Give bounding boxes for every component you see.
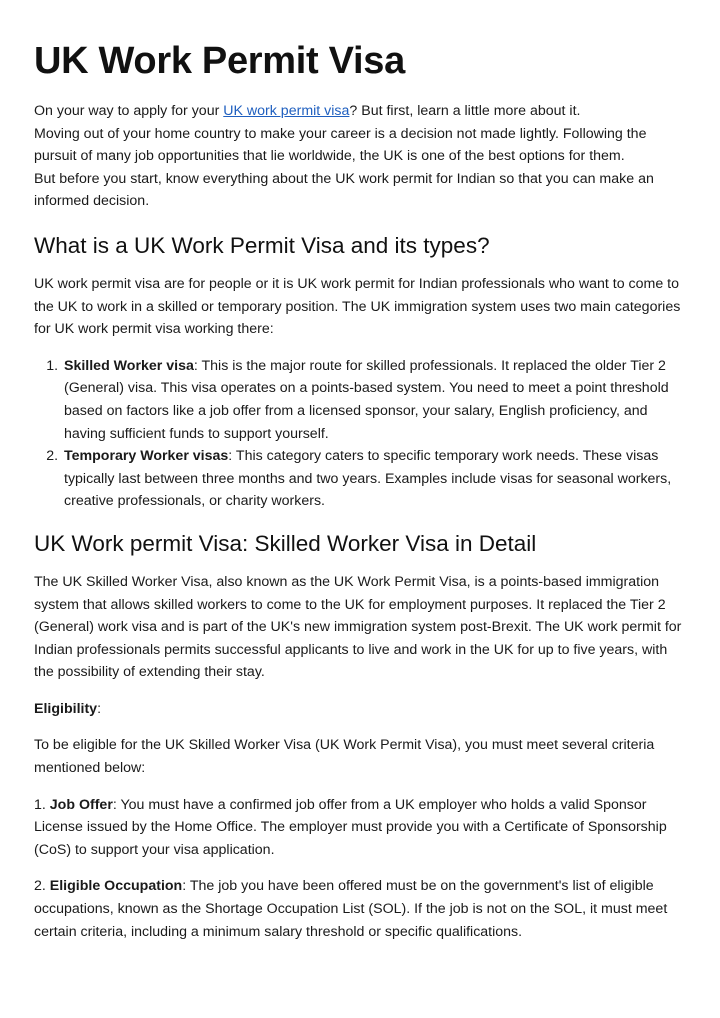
criteria-number: 1.: [34, 796, 50, 813]
list-item-term: Skilled Worker visa: [64, 357, 194, 374]
list-item: [62, 355, 686, 445]
section-heading-types: What is a UK Work Permit Visa and its types?: [34, 232, 490, 258]
skilled-paragraph: The UK Skilled Worker Visa, also known as the UK Work Permit Visa, is a points-based immigration system that allows skilled workers to come to the UK for employment purposes. It replaced the Tier 2 (General) work visa and is part of the UK's new immigration system post-Brexit. The UK work permit for Indian professionals permits successful applicants to live and work in the UK for up to five years, with the possibility of extending their stay.: [34, 573, 682, 681]
list-item: [62, 445, 686, 513]
page-title: UK Work Permit Visa: [34, 40, 405, 82]
visa-types-list: [34, 355, 686, 513]
types-paragraph: UK work permit visa are for people or it is UK work permit for Indian professionals who want to come to the UK to work in a skilled or temporary position. The UK immigration system uses two main categories for UK work permit visa working there:: [34, 275, 681, 338]
criteria-item: [34, 875, 686, 943]
list-item-text: : This category caters to specific temporary work needs. These visas typically last between three months and two years. Examples include visas for seasonal workers, creative professionals, or charity workers.: [64, 448, 672, 510]
list-item-text: : This is the major route for skilled professionals. It replaced the older Tier 2 (General) visa. This visa operates on a points-based system. You need to meet a point threshold based on factors like a job offer from a licensed sponsor, your salary, English proficiency, and having sufficient funds to support yourself.: [64, 357, 669, 442]
uk-work-permit-visa-link[interactable]: UK work permit visa: [223, 103, 350, 119]
intro-text-after-link: ? But first, learn a little more about it.: [349, 103, 581, 119]
criteria-term: Eligible Occupation: [49, 878, 183, 895]
intro-paragraph: [34, 100, 686, 213]
intro-text-before-link: On your way to apply for your: [34, 103, 224, 119]
section-heading-skilled: UK Work permit Visa: Skilled Worker Visa in Detail: [34, 530, 537, 556]
eligibility-label: [34, 698, 686, 721]
list-item-term: Temporary Worker visas: [64, 448, 229, 465]
eligibility-label-colon: :: [97, 700, 102, 717]
criteria-term: Job Offer: [49, 796, 113, 813]
intro-text-body: Moving out of your home country to make your career is a decision not made lightly. Following the pursuit of many job opportunities that lie worldwide, the UK is one of the best options for them.: [34, 125, 647, 165]
eligibility-label-text: Eligibility: [34, 700, 98, 717]
criteria-text: : The job you have been offered must be on the government's list of eligible occupations, known as the Shortage Occupation List (SOL). If the job is not on the SOL, it must meet certain criteria, including a minimum salary threshold or specific qualifications.: [34, 878, 668, 940]
intro-text-last: But before you start, know everything about the UK work permit for Indian so that you can make an informed decision.: [34, 170, 654, 210]
eligibility-intro: To be eligible for the UK Skilled Worker Visa (UK Work Permit Visa), you must meet several criteria mentioned below:: [34, 737, 655, 777]
criteria-number: 2.: [34, 878, 50, 895]
criteria-item: [34, 794, 686, 862]
criteria-text: : You must have a confirmed job offer from a UK employer who holds a valid Sponsor License issued by the Home Office. The employer must provide you with a Certificate of Sponsorship (CoS) to support your visa application.: [34, 796, 667, 858]
